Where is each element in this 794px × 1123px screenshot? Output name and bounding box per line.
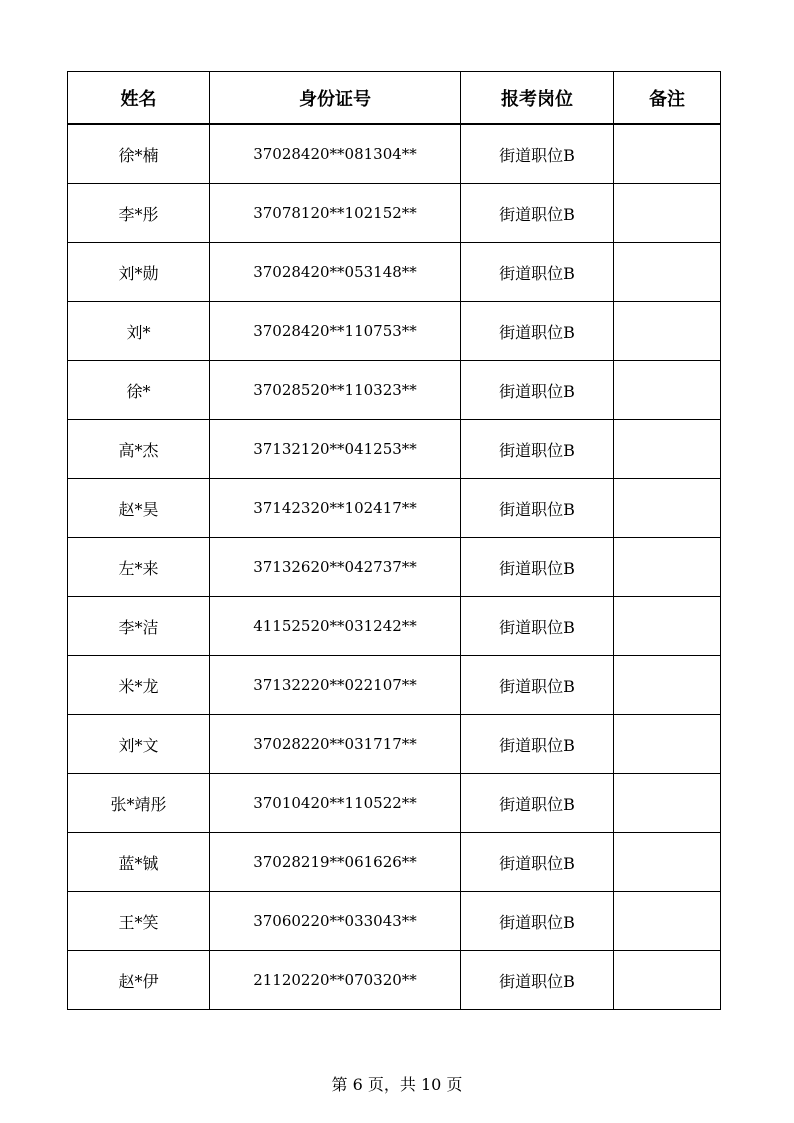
cell-name: 赵*昊 [68, 479, 210, 538]
cell-name: 刘*文 [68, 715, 210, 774]
cell-id-number: 37010420**110522** [210, 774, 461, 833]
header-remarks: 备注 [614, 72, 721, 125]
header-name: 姓名 [68, 72, 210, 125]
cell-remarks [614, 243, 721, 302]
cell-remarks [614, 538, 721, 597]
cell-id-number: 37028420**081304** [210, 124, 461, 184]
cell-id-number: 41152520**031242** [210, 597, 461, 656]
cell-name: 高*杰 [68, 420, 210, 479]
cell-remarks [614, 302, 721, 361]
table-row [68, 656, 721, 715]
cell-remarks [614, 597, 721, 656]
cell-remarks [614, 715, 721, 774]
cell-remarks [614, 774, 721, 833]
cell-position: 街道职位B [461, 774, 614, 833]
table-row [68, 597, 721, 656]
cell-position: 街道职位B [461, 243, 614, 302]
cell-position: 街道职位B [461, 538, 614, 597]
cell-id-number: 37028220**031717** [210, 715, 461, 774]
table-row [68, 124, 721, 184]
cell-id-number: 37142320**102417** [210, 479, 461, 538]
cell-name: 王*笑 [68, 892, 210, 951]
table-row [68, 420, 721, 479]
cell-name: 左*来 [68, 538, 210, 597]
cell-remarks [614, 420, 721, 479]
table-row [68, 184, 721, 243]
table-row [68, 774, 721, 833]
cell-position: 街道职位B [461, 951, 614, 1010]
table-row [68, 833, 721, 892]
cell-remarks [614, 833, 721, 892]
cell-name: 徐*楠 [68, 124, 210, 184]
cell-position: 街道职位B [461, 361, 614, 420]
cell-id-number: 37060220**033043** [210, 892, 461, 951]
cell-position: 街道职位B [461, 420, 614, 479]
cell-id-number: 37132220**022107** [210, 656, 461, 715]
table-row [68, 951, 721, 1010]
cell-position: 街道职位B [461, 184, 614, 243]
cell-position: 街道职位B [461, 892, 614, 951]
cell-id-number: 37132120**041253** [210, 420, 461, 479]
header-id-number: 身份证号 [210, 72, 461, 125]
table-header-row [68, 72, 721, 125]
table-row [68, 302, 721, 361]
cell-id-number: 37028520**110323** [210, 361, 461, 420]
cell-remarks [614, 892, 721, 951]
cell-position: 街道职位B [461, 656, 614, 715]
cell-position: 街道职位B [461, 124, 614, 184]
table-row [68, 479, 721, 538]
cell-position: 街道职位B [461, 597, 614, 656]
cell-name: 刘* [68, 302, 210, 361]
cell-name: 蓝*铖 [68, 833, 210, 892]
cell-remarks [614, 124, 721, 184]
cell-name: 米*龙 [68, 656, 210, 715]
cell-name: 赵*伊 [68, 951, 210, 1010]
applicant-table [67, 71, 721, 1010]
table-body [68, 124, 721, 1010]
cell-id-number: 37028420**053148** [210, 243, 461, 302]
cell-name: 张*靖彤 [68, 774, 210, 833]
cell-position: 街道职位B [461, 479, 614, 538]
cell-name: 刘*勋 [68, 243, 210, 302]
cell-position: 街道职位B [461, 833, 614, 892]
cell-remarks [614, 184, 721, 243]
cell-position: 街道职位B [461, 302, 614, 361]
cell-remarks [614, 479, 721, 538]
cell-id-number: 21120220**070320** [210, 951, 461, 1010]
table-row [68, 892, 721, 951]
cell-id-number: 37028219**061626** [210, 833, 461, 892]
cell-remarks [614, 951, 721, 1010]
cell-id-number: 37078120**102152** [210, 184, 461, 243]
table-row [68, 715, 721, 774]
cell-id-number: 37132620**042737** [210, 538, 461, 597]
table-row [68, 243, 721, 302]
header-position: 报考岗位 [461, 72, 614, 125]
page-number: 第 6 页，共 10 页 [331, 1075, 463, 1094]
cell-name: 李*彤 [68, 184, 210, 243]
cell-name: 李*洁 [68, 597, 210, 656]
cell-remarks [614, 656, 721, 715]
cell-id-number: 37028420**110753** [210, 302, 461, 361]
cell-remarks [614, 361, 721, 420]
table-row [68, 538, 721, 597]
cell-position: 街道职位B [461, 715, 614, 774]
cell-name: 徐* [68, 361, 210, 420]
table-row [68, 361, 721, 420]
